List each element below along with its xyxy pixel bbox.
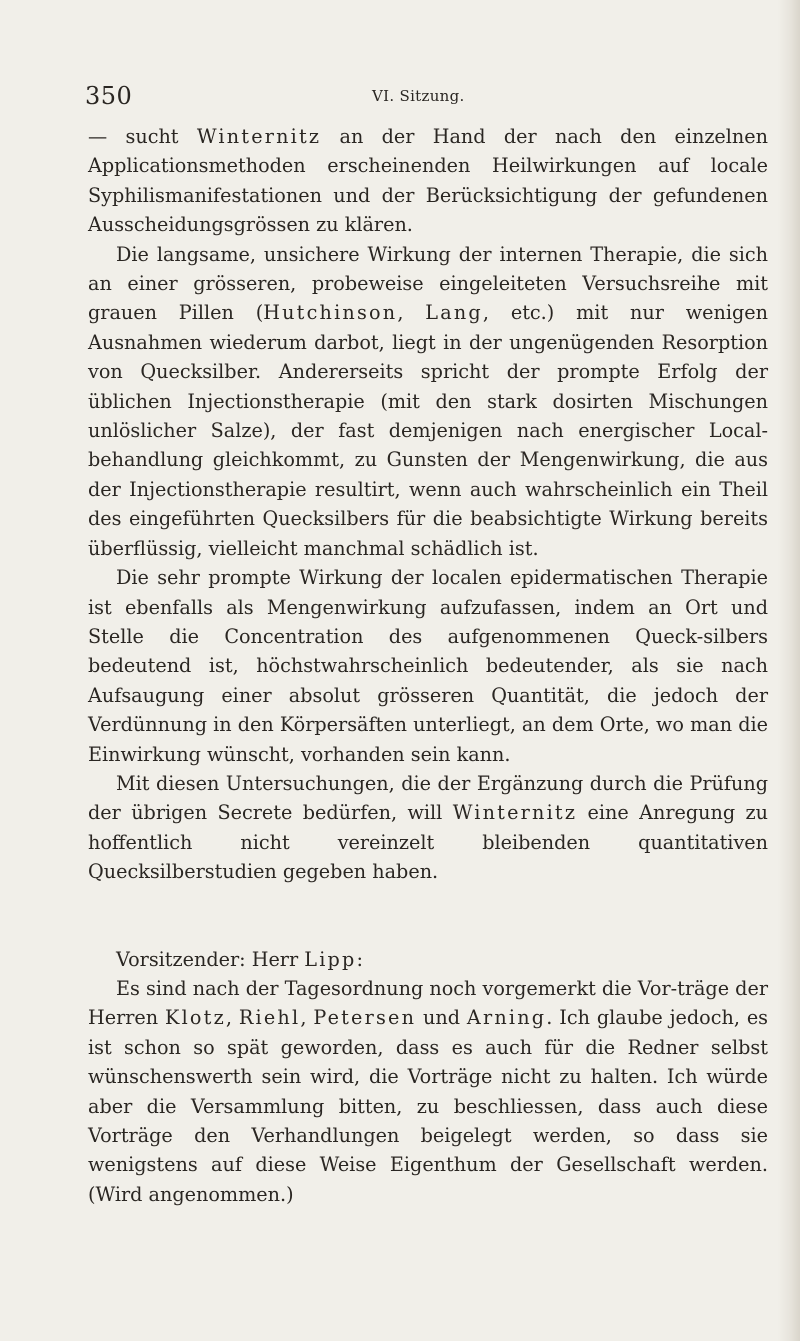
- paragraph-3: [88, 563, 768, 769]
- paragraph-chair-speech: [88, 974, 768, 1209]
- text: Mit diesen Untersuchungen, die der Ergänzung durch die Prüfung der übrigen Secrete bedürfen, will: [88, 771, 768, 825]
- text: :: [356, 947, 363, 971]
- person-name: Winternitz: [452, 801, 578, 825]
- paragraph-1: [88, 122, 768, 240]
- page-edge-shadow: [778, 0, 800, 1341]
- person-name: Klotz: [165, 1006, 226, 1030]
- section-gap: [88, 887, 768, 945]
- text: Es sind nach der Tagesordnung noch vorgemerkt die Vor-träge der Herren: [88, 976, 768, 1030]
- person-name: Lipp: [304, 947, 357, 971]
- person-name: Hutchinson: [263, 301, 398, 325]
- text: — sucht: [88, 125, 197, 148]
- body-text: [88, 122, 768, 1209]
- text: ,: [300, 1006, 314, 1030]
- text: und: [416, 1006, 467, 1030]
- text: , etc.) mit nur wenigen Ausnahmen wiederum darbot, liegt in der ungenügenden Resorption von Quecksilber. Andererseits spricht der prompte Erfolg der üblichen Injectionstherapie (mit den stark dosirten Mischungen unlöslicher Salze), der fast demjenigen nach energischer Local-behandlung gleichkommt, zu Gunsten der Mengenwirkung, die aus der Injectionstherapie resultirt, wenn auch wahrscheinlich ein Theil des eingeführten Quecksilbers für die beabsichtigte Wirkung bereits überflüssig, vielleicht manchmal schädlich ist.: [88, 301, 769, 560]
- running-head: VI. Sitzung.: [372, 87, 465, 105]
- text: an der Hand der nach den einzelnen Applicationsmethoden erscheinenden Heilwirkungen auf locale Syphilismanifestationen und der Berücksichtigung der gefundenen Ausscheidungsgrössen zu klären.: [88, 125, 768, 237]
- text: ,: [225, 1006, 239, 1030]
- page-number: 350: [85, 82, 133, 110]
- paragraph-4: [88, 769, 768, 887]
- person-name: Arning: [466, 1006, 547, 1030]
- person-name: Petersen: [313, 1006, 417, 1030]
- text: Die sehr prompte Wirkung der localen epidermatischen Therapie ist ebenfalls als Mengenwirkung aufzufassen, indem an Ort und Stelle die Concentration des aufgenommenen Queck-silbers bedeutend ist, höchstwahrscheinlich bedeutender, als sie nach Aufsaugung einer absolut grösseren Quantität, die jedoch der Verdünnung in den Körpersäften unterliegt, an dem Orte, wo man die Einwirkung wünscht, vorhanden sein kann.: [88, 566, 768, 766]
- text: ,: [397, 301, 426, 325]
- text: . Ich glaube jedoch, es ist schon so spät geworden, dass es auch für die Redner selbst wünschenswerth sein wird, die Vorträge nicht zu halten. Ich würde aber die Versammlung bitten, zu beschliessen, dass auch diese Vorträge den Verhandlungen beigelegt werden, so dass sie wenigstens auf diese Weise Eigenthum der Gesellschaft werden. (Wird angenommen.): [88, 1006, 769, 1206]
- person-name: Lang: [425, 301, 483, 325]
- paragraph-2: [88, 240, 768, 563]
- text: eine Anregung zu hoffentlich nicht vereinzelt bleibenden quantitativen Quecksilberstudien gegeben haben.: [88, 801, 768, 884]
- text: Die langsame, unsichere Wirkung der internen Therapie, die sich an einer grösseren, probeweise eingeleiteten Versuchsreihe mit grauen Pillen (: [88, 242, 768, 325]
- chair-speaker-line: [88, 945, 768, 974]
- text: Vorsitzender: Herr: [116, 947, 305, 971]
- person-name: Winternitz: [196, 125, 322, 148]
- person-name: Riehl: [238, 1006, 301, 1030]
